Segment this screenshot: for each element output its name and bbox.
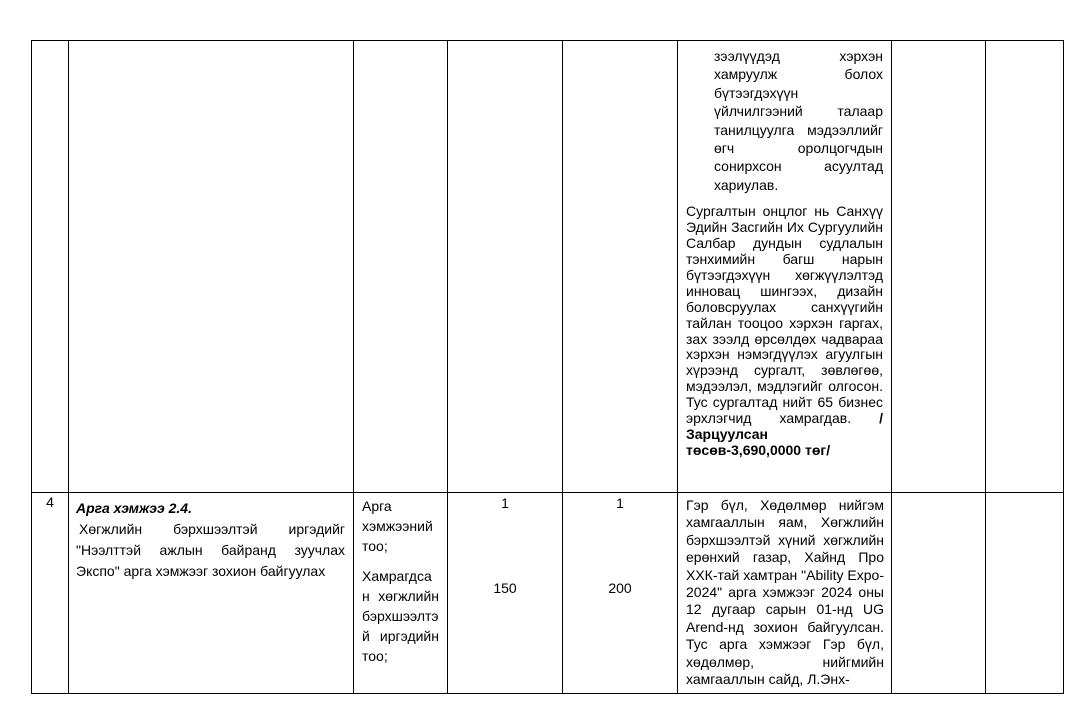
cell-row-number-empty bbox=[32, 41, 69, 493]
target-value-1: 1 bbox=[501, 495, 509, 511]
indicator-1: Арга хэмжээний тоо; bbox=[362, 498, 433, 554]
actual-value-2: 200 bbox=[608, 580, 632, 596]
cell-indicators bbox=[354, 493, 448, 694]
cell-result-continuation bbox=[678, 41, 892, 493]
cell-indicators-empty bbox=[354, 41, 448, 493]
cell-target-empty bbox=[448, 41, 563, 493]
activity-content bbox=[69, 493, 353, 582]
result-budget-note: /Зарцуулсан төсөв-3,690,0000 төг/ bbox=[686, 410, 884, 458]
cell-activity-empty bbox=[69, 41, 354, 493]
cell-extra-1-empty bbox=[892, 41, 986, 493]
report-table bbox=[31, 40, 1064, 694]
cell-extra-2-empty bbox=[986, 493, 1064, 694]
result-main-text: Сургалтын онцлог нь Санхүү Эдийн Засгийн Их Сургуулийн Салбар дундын судлалын тэнхимийн багш нарын бүтээгдэхүүн хөгжүүлэлтэд инновац шингээх, дизайн боловсруулах санхүүгийн тайлан тооцоо хэрхэн гаргах, зах зээлд өрсөлдөх чадвараа хэрхэн нэмэгдүүлэх агуулгын хүрээнд сургалт, зөвлөгөө, мэдээлэл, мэдлэгийг олгосон. Тус сургалтад нийт 65 бизнес эрхлэгчид хамрагдав. bbox=[686, 203, 883, 427]
cell-extra-2-empty bbox=[986, 41, 1064, 493]
cell-actual-empty bbox=[563, 41, 678, 493]
target-value-2: 150 bbox=[493, 580, 517, 596]
cell-result bbox=[678, 493, 892, 694]
indicator-2: Хамрагдсан хөгжлийн бэрхшээлтэй иргэдийн тоо; bbox=[362, 568, 439, 664]
result-indented-paragraph: зээлүүдэд хэрхэн хамруулж болох бүтээгдэхүүн үйлчилгээний талаар танилцуулга мэдээллийг өгч оролцогчдын сонирхсон асуултад хариулав. bbox=[714, 48, 883, 193]
cell-activity bbox=[69, 493, 354, 694]
result-content bbox=[678, 493, 891, 688]
result-text: Гэр бүл, Хөдөлмөр нийгэм хамгааллын яам, Хөгжлийн бэрхшээлтэй хүний хөгжлийн ерөнхий газар, Хайнд Про ХХК-тай хамтран "Ability Expo-2024" арга хэмжээг 2024 оны 12 дугаар сарын 01-нд UG Arend-нд зохион байгуулсан. Тус арга хэмжээг Гэр бүл, хөдөлмөр, нийгмийн хамгааллын сайд, Л.Энх- bbox=[686, 497, 884, 688]
row-activity-4 bbox=[32, 493, 1064, 694]
result-main-paragraph bbox=[686, 204, 883, 459]
cell-target bbox=[448, 493, 563, 694]
cell-extra-1-empty bbox=[892, 493, 986, 694]
activity-title: Арга хэмжээ 2.4. bbox=[76, 500, 192, 516]
row-continuation bbox=[32, 41, 1064, 493]
activity-description: Хөгжлийн бэрхшээлтэй иргэдийг "Нээлттэй ажлын байранд зуучлах Экспо" арга хэмжээг зохион байгуулах bbox=[76, 521, 345, 579]
result-continuation-text bbox=[678, 41, 891, 459]
cell-actual bbox=[563, 493, 678, 694]
indicators-content bbox=[354, 493, 447, 666]
cell-row-number: 4 bbox=[32, 493, 69, 694]
actual-value-1: 1 bbox=[616, 495, 624, 511]
